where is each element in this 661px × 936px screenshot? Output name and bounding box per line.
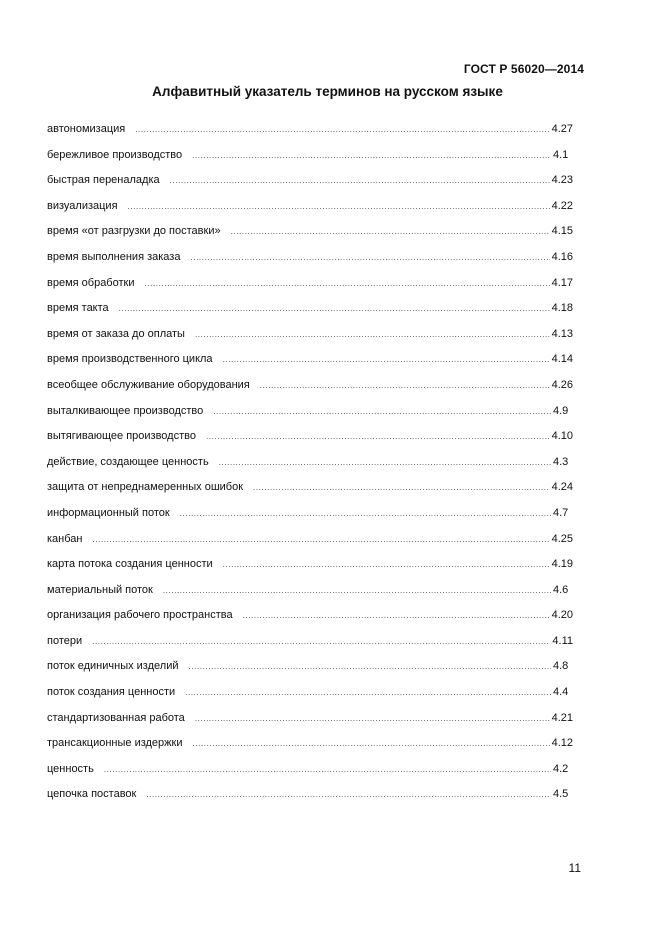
- section-reference: 4.24: [551, 481, 573, 494]
- index-term: цепочка поставок: [47, 788, 137, 801]
- section-reference: 4.13: [551, 327, 573, 340]
- section-reference: 4.4: [553, 686, 569, 699]
- dot-leader: [195, 327, 550, 343]
- section-reference: 4.9: [553, 404, 569, 417]
- section-reference: 4.12: [551, 737, 573, 750]
- index-entry: [47, 505, 573, 531]
- index-entry: [47, 710, 573, 736]
- index-entry: [47, 326, 573, 352]
- section-reference: 4.10: [551, 430, 573, 443]
- section-reference: 4.23: [551, 174, 573, 187]
- index-term: выталкивающее производство: [47, 404, 204, 417]
- index-entry: [47, 377, 573, 403]
- section-reference: 4.14: [551, 353, 573, 366]
- dot-leader: [163, 583, 551, 599]
- dot-leader: [185, 685, 551, 701]
- index-term: карта потока создания ценности: [47, 558, 213, 571]
- index-term: быстрая переналадка: [47, 174, 160, 187]
- dot-leader: [193, 736, 550, 752]
- index-entry: [47, 223, 573, 249]
- index-entry: [47, 735, 573, 761]
- index-term: материальный поток: [47, 583, 153, 596]
- section-reference: 4.21: [551, 711, 573, 724]
- index-term: поток единичных изделий: [47, 660, 179, 673]
- index-entry: [47, 633, 573, 659]
- dot-leader: [144, 276, 549, 292]
- dot-leader: [231, 224, 550, 240]
- dot-leader: [104, 762, 551, 778]
- index-term: визуализация: [47, 199, 118, 212]
- dot-leader: [206, 429, 550, 445]
- index-term: время от заказа до оплаты: [47, 327, 185, 340]
- section-reference: 4.19: [551, 558, 573, 571]
- page-title: Алфавитный указатель терминов на русском языке: [152, 84, 503, 99]
- index-entry: [47, 121, 573, 147]
- section-reference: 4.3: [553, 455, 569, 468]
- index-entry: [47, 761, 573, 787]
- dot-leader: [180, 506, 551, 522]
- index-entry: [47, 556, 573, 582]
- index-term: время обработки: [47, 276, 135, 289]
- section-reference: 4.8: [553, 660, 569, 673]
- dot-leader: [92, 634, 550, 650]
- index-term: канбан: [47, 532, 83, 545]
- index-term: организация рабочего пространства: [47, 609, 233, 622]
- index-entry: [47, 684, 573, 710]
- dot-leader: [93, 532, 550, 548]
- section-reference: 4.7: [553, 506, 569, 519]
- section-reference: 4.2: [553, 762, 569, 775]
- dot-leader: [223, 557, 550, 573]
- dot-leader: [243, 608, 550, 624]
- index-term: потери: [47, 634, 83, 647]
- section-reference: 4.6: [553, 583, 569, 596]
- section-reference: 4.25: [551, 532, 573, 545]
- dot-leader: [213, 404, 551, 420]
- dot-leader: [135, 122, 549, 138]
- section-reference: 4.20: [551, 609, 573, 622]
- section-reference: 4.11: [552, 634, 573, 647]
- index-term: время производственного цикла: [47, 353, 213, 366]
- index-term: ценность: [47, 762, 94, 775]
- dot-leader: [128, 199, 550, 215]
- index-term: всеобщее обслуживание оборудования: [47, 378, 250, 391]
- index-term: действие, создающее ценность: [47, 455, 209, 468]
- dot-leader: [119, 301, 550, 317]
- dot-leader: [146, 787, 551, 803]
- dot-leader: [260, 378, 550, 394]
- index-entry: [47, 607, 573, 633]
- dot-leader: [195, 711, 550, 727]
- index-term: защита от непреднамеренных ошибок: [47, 481, 244, 494]
- section-reference: 4.5: [553, 788, 569, 801]
- section-reference: 4.26: [551, 378, 573, 391]
- dot-leader: [219, 455, 551, 471]
- index-term: поток создания ценности: [47, 686, 176, 699]
- index-entry: [47, 658, 573, 684]
- index-entry: [47, 786, 573, 812]
- index-term: автономизация: [47, 123, 126, 135]
- index-term: вытягивающее производство: [47, 430, 196, 443]
- dot-leader: [188, 659, 551, 675]
- index-entry: [47, 479, 573, 505]
- section-reference: 4.27: [551, 123, 573, 135]
- index-term: время такта: [47, 302, 109, 315]
- section-reference: 4.16: [551, 250, 573, 263]
- dot-leader: [190, 250, 549, 266]
- dot-leader: [192, 148, 551, 164]
- index-entry: [47, 300, 573, 326]
- index-term: бережливое производство: [47, 148, 183, 161]
- dot-leader: [253, 480, 550, 496]
- index-term: стандартизованная работа: [47, 711, 185, 724]
- index-entry: [47, 198, 573, 224]
- section-reference: 4.22: [551, 199, 573, 212]
- index-entry: [47, 172, 573, 198]
- index-entry: [47, 275, 573, 301]
- page-number: 11: [568, 861, 581, 875]
- index-entry: [47, 454, 573, 480]
- index-entry: [47, 428, 573, 454]
- index-entry: [47, 403, 573, 429]
- index-entry: [47, 531, 573, 557]
- section-reference: 4.18: [551, 302, 573, 315]
- section-reference: 4.17: [551, 276, 573, 289]
- document-code: ГОСТ Р 56020—2014: [463, 62, 584, 76]
- index-term: время выполнения заказа: [47, 250, 181, 263]
- index-entry: [47, 147, 573, 173]
- section-reference: 4.15: [551, 225, 573, 238]
- term-index-list: [47, 121, 573, 812]
- index-term: трансакционные издержки: [47, 737, 183, 750]
- index-term: время «от разгрузки до поставки»: [47, 225, 221, 238]
- index-entry: [47, 582, 573, 608]
- index-entry: [47, 351, 573, 377]
- index-entry: [47, 249, 573, 275]
- index-term: информационный поток: [47, 506, 170, 519]
- dot-leader: [170, 173, 550, 189]
- section-reference: 4.1: [553, 148, 569, 161]
- dot-leader: [223, 352, 550, 368]
